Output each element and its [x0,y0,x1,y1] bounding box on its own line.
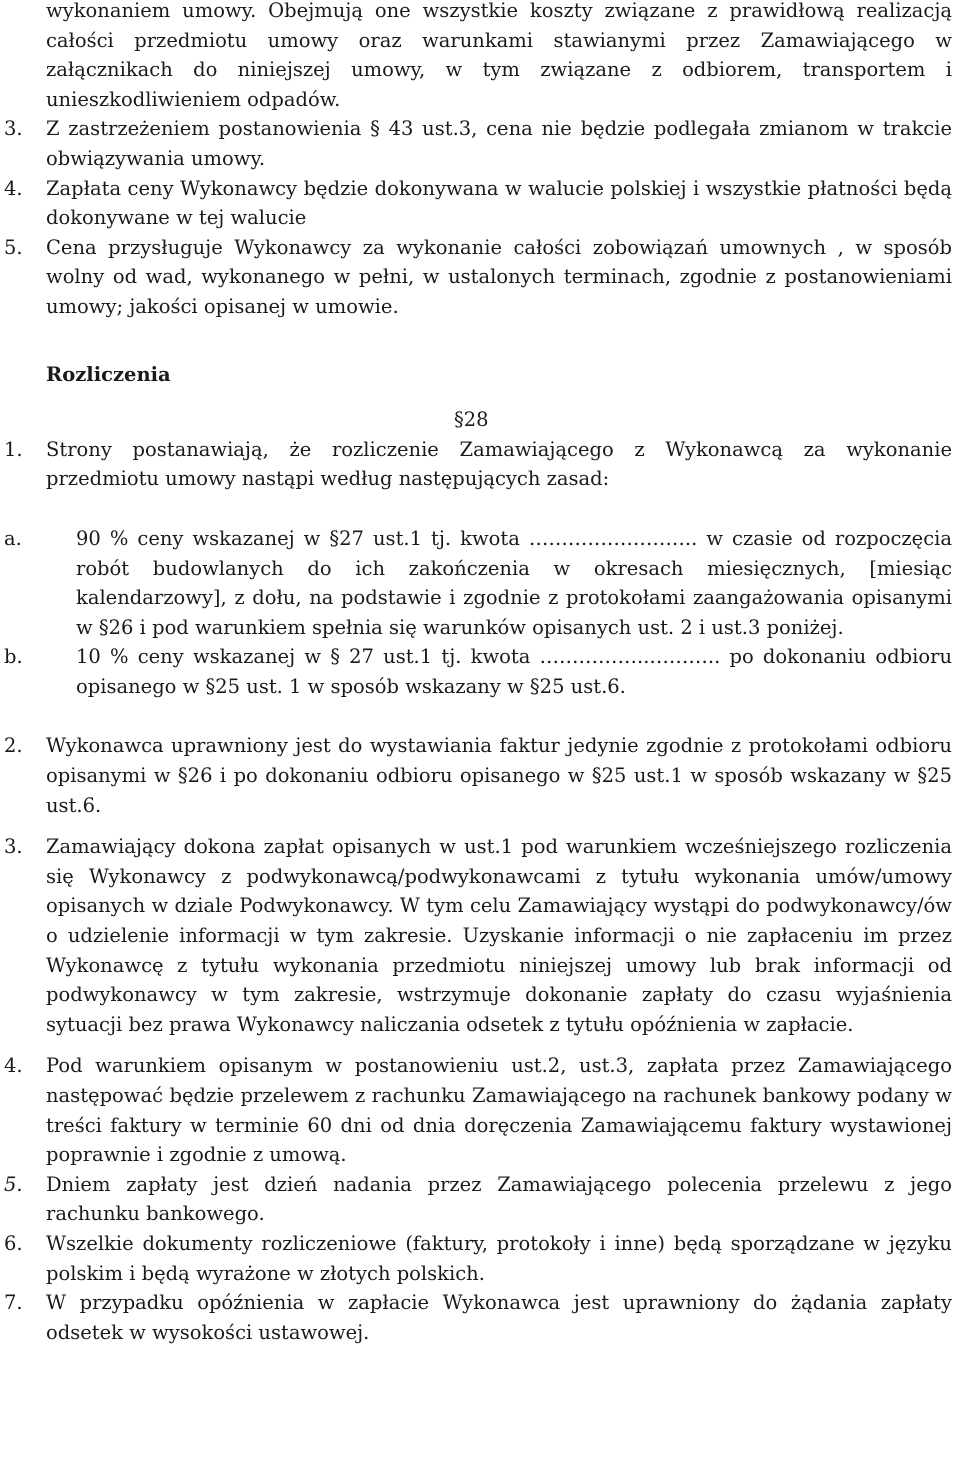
item-number: 3. [4,835,23,859]
sub-item-text: 90 % ceny wskazanej w §27 ust.1 tj. kwota …………………….. w czasie od rozpoczęcia robót budowlanych do ich zakończenia w okresach miesięcznych, [miesiąc kalendarzowy], z dołu, na podstawie i zgodnie z protokołami zaangażowania opisanymi w §26 i pod warunkiem spełnia się warunków opisanych ust. 2 i ust.3 poniżej. [76,526,952,639]
list-item [4,435,952,494]
item-text: Wykonawca uprawniony jest do wystawiania faktur jedynie zgodnie z protokołami odbioru opisanymi w §26 i po dokonaniu odbioru opisanego w §25 ust.1 w sposób wskazany w §25 ust.6. [46,734,952,817]
list-item [4,174,952,233]
item-text: Dniem zapłaty jest dzień nadania przez Zamawiającego polecenia przelewu z jego rachunku bankowego. [46,1172,952,1226]
item-text: Zapłata ceny Wykonawcy będzie dokonywana w walucie polskiej i wszystkie płatności będą dokonywane w tej walucie [46,176,952,230]
item-number: 4. [4,1054,23,1078]
section-title: Rozliczenia [46,362,171,386]
sub-item-letter: a. [4,526,22,550]
item-text: Cena przysługuje Wykonawcy za wykonanie całości zobowiązań umownych , w sposób wolny od wad, wykonanego w pełni, w ustalonych terminach, zgodnie z postanowieniami umowy; jakości opisanej w umowie. [46,235,952,318]
item-text: W przypadku opóźnienia w zapłacie Wykonawca jest uprawniony do żądania zapłaty odsetek w wysokości ustawowej. [46,1291,952,1344]
list-item [4,731,952,820]
item-number: 4. [4,176,23,200]
item-number: 3. [4,117,23,141]
sub-list-item [4,524,952,642]
item-text: Zamawiający dokona zapłat opisanych w ust.1 pod warunkiem wcześniejszego rozliczenia się Wykonawcy z podwykonawcą/podwykonawcami z tytułu wykonania umów/umowy opisanych w dziale Podwykonawcy. W tym celu Zamawiający wystąpi do podwykonawcy/ów o udzielenie informacji w tym zakresie. Uzyskanie informacji o nie zapłaceniu im przez Wykonawcę z tytułu wykonania przedmiotu niniejszej umowy lub brak informacji od podwykonawcy w tym zakresie, wstrzymuje dokonanie zapłaty do czasu wyjaśnienia sytuacji bez prawa Wykonawcy naliczania odsetek z tytułu opóźnienia w zapłacie. [46,835,952,1036]
item-number: 6. [4,1231,23,1255]
item-text: Wszelkie dokumenty rozliczeniowe (faktury, protokoły i inne) będą sporządzane w języku polskim i będą wyrażone w złotych polskich. [46,1231,952,1285]
sub-item-text: 10 % ceny wskazanej w § 27 ust.1 tj. kwota ……………..……….. po dokonaniu odbioru opisanego w §25 ust. 1 w sposób wskazany w §25 ust.6. [76,645,952,698]
item-text: Z zastrzeżeniem postanowienia § 43 ust.3, cena nie będzie podlegała zmianom w trakcie obwiązywania umowy. [46,117,952,170]
item-text: Strony postanawiają, że rozliczenie Zamawiającego z Wykonawcą za wykonanie przedmiotu umowy nastąpi według następujących zasad: [46,437,952,491]
item-number: 1. [4,437,23,461]
list-item [4,832,952,1039]
list-item [4,1170,952,1229]
item-number: 7. [4,1291,23,1315]
list-item [4,114,952,173]
item-number: 5. [4,1172,23,1196]
sub-item-letter: b. [4,645,23,669]
paragraph-mark: §28 [454,408,489,432]
item-number: 5. [4,235,23,259]
list-item [4,1229,952,1288]
list-item [4,1051,952,1169]
list-item [4,1288,952,1347]
sub-list-item [4,642,952,701]
intro-paragraph: wykonaniem umowy. Obejmują one wszystkie koszty związane z prawidłową realizacją całości przedmiotu umowy oraz warunkami stawianymi przez Zamawiającego w załącznikach do niniejszej umowy, w tym związane z odbiorem, transportem i unieszkodliwieniem odpadów. [46,0,952,111]
list-item [4,233,952,322]
item-text: Pod warunkiem opisanym w postanowieniu ust.2, ust.3, zapłata przez Zamawiającego następować będzie przelewem z rachunku Zamawiającego na rachunek bankowy podany w treści faktury w terminie 60 dni od dnia doręczenia Zamawiającemu faktury wystawionej poprawnie i zgodnie z umową. [46,1054,952,1167]
item-number: 2. [4,734,23,758]
